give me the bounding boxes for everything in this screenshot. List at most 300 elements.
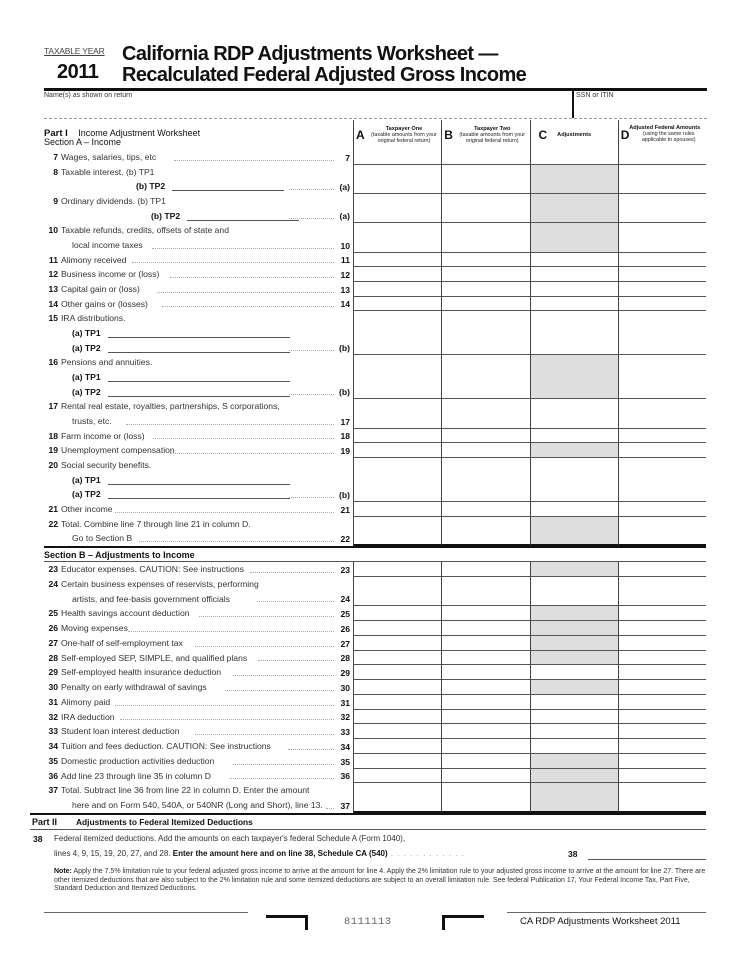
line-number: 10 [48,225,58,236]
line-number: 9 [53,196,58,206]
line-text: One-half of self-employment tax [61,637,183,648]
line-text: Unemployment compensation [61,445,175,456]
line-text: Total. Combine line 7 through line 21 in column D. [61,518,251,529]
line-23-column-a-input[interactable] [353,562,441,577]
leader-dots [174,160,334,161]
leader-dots [257,601,334,602]
line-18-column-c-input[interactable] [530,429,618,444]
ssn-field-label: SSN or ITIN [576,92,614,99]
line-ref: 36 [340,771,350,782]
line-29-column-c-input[interactable] [530,665,618,680]
line-text: Other gains or (losses) [61,298,148,309]
leader-dots [162,306,334,307]
note-label: Note: [54,868,72,875]
column-b-letter: B [444,128,453,142]
leader-dots [229,778,334,779]
ssn-field[interactable] [576,100,706,118]
line-number: 25 [48,608,58,619]
line-text: Total. Subtract line 36 from line 22 in column D. Enter the amount [61,785,310,796]
line-number: 32 [48,711,58,722]
line-text: Taxable refunds, credits, offsets of state and [61,225,229,236]
line-17-column-a-input[interactable] [353,399,441,428]
line-25-column-d-input[interactable] [618,606,706,621]
line-number: 27 [48,637,58,648]
line-30-column-b-input[interactable] [441,680,529,695]
line-text: (a) TP2 [72,386,101,397]
line-37-column-d-input[interactable] [618,783,706,813]
line-15-column-b-input[interactable] [441,311,529,355]
line-36-column-c-input [530,769,618,784]
line-text: Moving expenses [61,623,128,634]
taxpayer-amount-input[interactable] [108,352,290,353]
line-18-column-b-input[interactable] [441,429,529,444]
line-19-column-b-input[interactable] [441,443,529,458]
form-code: 8111113 [344,916,392,928]
line-19-column-d-input[interactable] [618,443,706,458]
section-b-title: Section B – Adjustments to Income [44,550,195,560]
line-ref: (b) [339,343,350,354]
line-20-column-b-input[interactable] [441,458,529,502]
line-ref: (a) [339,211,350,222]
line-16-column-b-input[interactable] [441,355,529,399]
leader-dots [233,675,334,676]
line-text: (a) TP1 [72,474,101,485]
line-ref: 11 [340,255,350,266]
line-24-column-a-input[interactable] [353,577,441,607]
line-text: Go to Section B [72,533,133,544]
line-9-column-d-input[interactable] [618,194,706,223]
line-14-column-c-input[interactable] [530,297,618,312]
line-17-column-c-input[interactable] [530,399,618,428]
line-text: Taxable interest. (b) TP1 [61,166,155,177]
line-number: 30 [48,682,58,693]
line-ref: 14 [340,299,350,310]
column-d-sub: (using the same rules applicable to spouses) [641,130,696,144]
line-text: Domestic production activities deduction [61,755,215,766]
line38-input[interactable] [588,859,706,860]
line-number: 24 [48,578,58,589]
taxpayer-amount-input[interactable] [172,190,284,191]
line-25-column-a-input[interactable] [353,606,441,621]
line-text: Certain business expenses of reservists, performing [61,578,259,589]
column-a-header [353,120,441,150]
line-text: trusts, etc. [72,416,112,427]
column-a-text [367,126,442,145]
line-ref: 12 [340,270,350,281]
ssn-divider [572,90,574,118]
line-35-column-a-input[interactable] [353,754,441,769]
line-16-column-c-input [530,355,618,399]
leader-dots [139,541,334,542]
line-text: (a) TP1 [72,328,101,339]
line-27-column-c-input [530,636,618,651]
line-11-column-c-input[interactable] [530,253,618,268]
leader-dots [115,705,334,706]
line-8-column-b-input[interactable] [441,165,529,194]
leader-dots [170,453,334,454]
part2-label: Part II [32,817,58,827]
line-number: 16 [48,357,58,368]
line-15-column-a-input[interactable] [353,311,441,355]
line-23-column-b-input[interactable] [441,562,529,577]
line-32-column-a-input[interactable] [353,710,441,725]
line-9-column-b-input[interactable] [441,194,529,223]
line-24-column-c-input[interactable] [530,577,618,607]
line-37-column-b-input[interactable] [441,783,529,813]
line-8-column-a-input[interactable] [353,165,441,194]
line-number: 22 [48,518,58,529]
line-ref: 30 [340,682,350,693]
line-8-column-d-input[interactable] [618,165,706,194]
line-text: Wages, salaries, tips, etc [61,152,157,162]
line-34-column-b-input[interactable] [441,739,529,754]
line-text: artists, and fee-basis government officials [72,593,230,604]
line-text: local income taxes [72,240,143,250]
line-ref: 33 [340,727,350,738]
line-ref: 22 [340,534,350,545]
line-number: 26 [48,623,58,634]
taxpayer-amount-input[interactable] [108,381,290,382]
line-22-column-a-input[interactable] [353,517,441,546]
line-32-column-c-input[interactable] [530,710,618,725]
line-28-column-b-input[interactable] [441,651,529,666]
line-ref: 7 [345,152,350,163]
line-text: Pensions and annuities. [61,357,153,368]
line-ref: 23 [340,564,350,575]
taxpayer-amount-input[interactable] [108,484,290,485]
leader-dots [289,218,334,219]
line-ref: 29 [340,668,350,679]
line-number: 15 [48,313,58,324]
footer-form-title: CA RDP Adjustments Worksheet 2011 [520,916,681,927]
line-30-column-a-input[interactable] [353,680,441,695]
taxpayer-amount-input[interactable] [108,396,290,397]
note-body: Apply the 7.5% limitation rule to your federal adjusted gross income to arrive at the amount for line 4. Apply the 2% limitation rule to your adjusted gross income to arrive at the amount for line 27. There are other itemized deductions that are also subject to the 2% limitation rule and some itemized deductions are subject to an overall limitation rule. See federal Publication 17, Your Federal Income Tax, Part Five, Standard Deduction and Itemized Deductions. [54,868,706,893]
line38-text2: lines 4, 9, 15, 19, 20, 27, and 28. Enter the amount here and on line 38, Schedule CA (540) . . . . . . . . . . . . [54,849,465,858]
line-text: (b) TP2 [136,181,166,192]
line-34-column-c-input[interactable] [530,739,618,754]
line-number: 21 [48,504,58,515]
line-number: 34 [48,741,58,752]
line-number: 8 [53,166,58,177]
section-b-header [44,546,706,562]
line-25-column-b-input[interactable] [441,606,529,621]
line-35-column-c-input [530,754,618,769]
line-ref: 31 [340,697,350,708]
line-text: Self-employed SEP, SIMPLE, and qualified plans [61,652,248,663]
column-d-header [618,120,706,150]
line-24-column-b-input[interactable] [441,577,529,607]
line-36-column-a-input[interactable] [353,769,441,784]
leader-dots [128,631,334,632]
line-32-column-b-input[interactable] [441,710,529,725]
line-10-column-d-input[interactable] [618,223,706,252]
line-17-column-d-input[interactable] [618,399,706,428]
line38-text1: Federal itemized deductions. Add the amounts on each taxpayer's federal Schedule A (Form 1040), [54,834,406,843]
line-31-column-b-input[interactable] [441,695,529,710]
line-number: 19 [48,445,58,456]
line-9-column-c-input [530,194,618,223]
line-ref: 28 [340,653,350,664]
line-7-column-c-input[interactable] [530,150,618,165]
line-number: 18 [48,430,58,441]
leader-dots [199,616,334,617]
line-text: Alimony received [61,254,127,265]
column-c-header [530,120,618,150]
line-21-column-a-input[interactable] [353,502,441,517]
line-number: 36 [48,770,58,781]
line-text: Student loan interest deduction [61,726,180,737]
line38-number: 38 [33,834,43,844]
line-34-column-a-input[interactable] [353,739,441,754]
column-d-title: Adjusted Federal Amounts [629,124,701,131]
leader-dots [289,350,334,351]
line-text: IRA distributions. [61,313,126,324]
line-26-column-b-input[interactable] [441,621,529,636]
line-ref: 21 [340,504,350,515]
line-ref: (a) [339,181,350,192]
line-12-column-d-input[interactable] [618,267,706,282]
leader-dots [289,497,334,498]
line-ref: (b) [339,387,350,398]
footer-rule-right [507,912,706,913]
leader-dots [132,262,334,263]
line-30-column-c-input [530,680,618,695]
line-18-column-a-input[interactable] [353,429,441,444]
line-number: 11 [48,254,58,265]
line-7-column-a-input[interactable] [353,150,441,165]
line-13-column-a-input[interactable] [353,282,441,297]
line-text: Farm income or (loss) [61,430,145,441]
leader-dots [233,764,334,765]
column-a-letter: A [356,128,365,142]
line-ref: 35 [340,756,350,767]
line-10-column-b-input[interactable] [441,223,529,252]
line-20-column-d-input[interactable] [618,458,706,502]
leader-dots [195,734,334,735]
leader-dots [152,248,334,249]
column-headers [353,120,706,150]
line-text: Social security benefits. [61,460,152,471]
line-text: Educator expenses. CAUTION: See instructions [61,564,244,574]
line-21-column-d-input[interactable] [618,502,706,517]
leader-dots [289,189,334,190]
registration-mark-right [442,915,484,930]
line-14-column-b-input[interactable] [441,297,529,312]
line38-text2b: Enter the amount here and on line 38, Schedule CA (540) [172,849,388,858]
line-17-column-b-input[interactable] [441,399,529,428]
line-7-column-b-input[interactable] [441,150,529,165]
leader-dots [250,572,334,573]
registration-mark-left [266,915,308,930]
line-16-column-d-input[interactable] [618,355,706,399]
name-row-divider [44,118,707,119]
leader-dots [288,749,334,750]
column-d-text [631,125,706,144]
line-36-column-b-input[interactable] [441,769,529,784]
line-22-column-d-input[interactable] [618,517,706,546]
line-13-column-c-input[interactable] [530,282,618,297]
line-12-column-a-input[interactable] [353,267,441,282]
line-7-column-d-input[interactable] [618,150,706,165]
line-ref: (b) [339,490,350,501]
names-field[interactable] [44,100,570,118]
line-10-column-a-input[interactable] [353,223,441,252]
line-29-column-a-input[interactable] [353,665,441,680]
line-ref: 27 [340,638,350,649]
line-number: 31 [48,696,58,707]
leader-dots [170,277,334,278]
line-11-column-d-input[interactable] [618,253,706,268]
line-30-column-d-input[interactable] [618,680,706,695]
line-19-column-a-input[interactable] [353,443,441,458]
line-ref: 32 [340,712,350,723]
names-field-label: Name(s) as shown on return [44,92,133,99]
line-text: Capital gain or (loss) [61,284,140,295]
column-c-letter: C [538,128,548,142]
line-text: Other income [61,504,113,515]
line38-ref: 38 [568,849,578,859]
line-31-column-c-input[interactable] [530,695,618,710]
line-text: Tuition and fees deduction. CAUTION: See instructions [61,741,271,752]
line-number: 14 [48,298,58,309]
taxable-year: 2011 [57,61,99,83]
line-ref: 24 [340,594,350,605]
taxpayer-amount-input[interactable] [108,498,290,499]
line38-text2a: lines 4, 9, 15, 19, 20, 27, and 28. [54,849,171,858]
column-b-sub: (taxable amounts from your original federal return) [459,131,526,145]
line-ref: 37 [340,800,350,811]
note-text [54,868,706,894]
line-23-column-d-input[interactable] [618,562,706,577]
line-28-column-a-input[interactable] [353,651,441,666]
line-9-column-a-input[interactable] [353,194,441,223]
line-number: 13 [48,284,58,295]
column-b-header [441,120,529,150]
line-20-column-c-input[interactable] [530,458,618,502]
line-24-column-d-input[interactable] [618,577,706,607]
line-12-column-c-input[interactable] [530,267,618,282]
header-rule [44,88,707,91]
part2-title: Adjustments to Federal Itemized Deductions [76,817,253,827]
line-33-column-a-input[interactable] [353,724,441,739]
line-31-column-d-input[interactable] [618,695,706,710]
line-ref: 13 [340,284,350,295]
leader-dots [153,438,334,439]
line-23-column-c-input [530,562,618,577]
line-number: 7 [53,152,58,162]
column-b-text [455,126,530,145]
line-37-column-a-input[interactable] [353,783,441,813]
column-d-letter: D [620,128,630,142]
part1-label: Part I [44,128,68,139]
line-text: Ordinary dividends. (b) TP1 [61,196,166,206]
column-a-title: Taxpayer One [385,125,423,132]
line-33-column-b-input[interactable] [441,724,529,739]
line-text: Health savings account deduction [61,608,190,619]
line-11-column-b-input[interactable] [441,253,529,268]
part1-header [44,120,353,150]
line-text: Business income or (loss) [61,269,160,280]
line-35-column-b-input[interactable] [441,754,529,769]
column-c-text [557,132,618,138]
line-27-column-a-input[interactable] [353,636,441,651]
line-13-column-d-input[interactable] [618,282,706,297]
line-19-column-c-input [530,443,618,458]
line-18-column-d-input[interactable] [618,429,706,444]
line-ref: 26 [340,623,350,634]
line-text: here and on Form 540, 540A, or 540NR (Long and Short), line 13. [72,800,323,811]
line-37-column-c-input [530,783,618,813]
line-12-column-b-input[interactable] [441,267,529,282]
leader-dots [157,292,334,293]
leader-dots [195,646,334,647]
line-8-column-c-input [530,165,618,194]
line-11-column-a-input[interactable] [353,253,441,268]
line-ref: 19 [340,446,350,457]
line-29-column-d-input[interactable] [618,665,706,680]
line-26-column-a-input[interactable] [353,621,441,636]
line-25-column-c-input [530,606,618,621]
part1-title: Income Adjustment Worksheet [78,128,201,138]
line-22-column-c-input [530,517,618,546]
line-28-column-d-input[interactable] [618,651,706,666]
leader-dots [115,512,334,513]
line-31-column-a-input[interactable] [353,695,441,710]
line-35-column-d-input[interactable] [618,754,706,769]
line-14-column-a-input[interactable] [353,297,441,312]
line-number: 37 [48,785,58,796]
line-number: 12 [48,269,58,280]
line-ref: 34 [340,741,350,752]
line-34-column-d-input[interactable] [618,739,706,754]
line-29-column-b-input[interactable] [441,665,529,680]
line-ref: 10 [340,240,350,251]
line-text: Self-employed health insurance deduction [61,667,222,678]
line-16-column-a-input[interactable] [353,355,441,399]
taxpayer-amount-input[interactable] [108,337,290,338]
line-27-column-d-input[interactable] [618,636,706,651]
line-14-column-d-input[interactable] [618,297,706,312]
line-15-column-d-input[interactable] [618,311,706,355]
line-33-column-d-input[interactable] [618,724,706,739]
line-36-column-d-input[interactable] [618,769,706,784]
line-number: 28 [48,652,58,663]
line-text: (a) TP1 [72,372,101,383]
line-33-column-c-input[interactable] [530,724,618,739]
line-number: 23 [48,564,58,574]
line-26-column-c-input [530,621,618,636]
line-22-column-b-input[interactable] [441,517,529,546]
taxpayer-amount-input[interactable] [187,220,299,221]
leader-dots [289,394,334,395]
line-20-column-a-input[interactable] [353,458,441,502]
line-32-column-d-input[interactable] [618,710,706,725]
line-21-column-c-input[interactable] [530,502,618,517]
line-27-column-b-input[interactable] [441,636,529,651]
line-text: Add line 23 through line 35 in column D [61,770,212,781]
leader-dots [126,424,334,425]
line-26-column-d-input[interactable] [618,621,706,636]
line-text: (a) TP2 [72,342,101,353]
line-number: 17 [48,401,58,412]
leader-dots [326,808,334,809]
line-13-column-b-input[interactable] [441,282,529,297]
form-title-line1: California RDP Adjustments Worksheet — [122,43,498,65]
column-c-title: Adjustments [557,131,592,138]
line-15-column-c-input[interactable] [530,311,618,355]
line-21-column-b-input[interactable] [441,502,529,517]
